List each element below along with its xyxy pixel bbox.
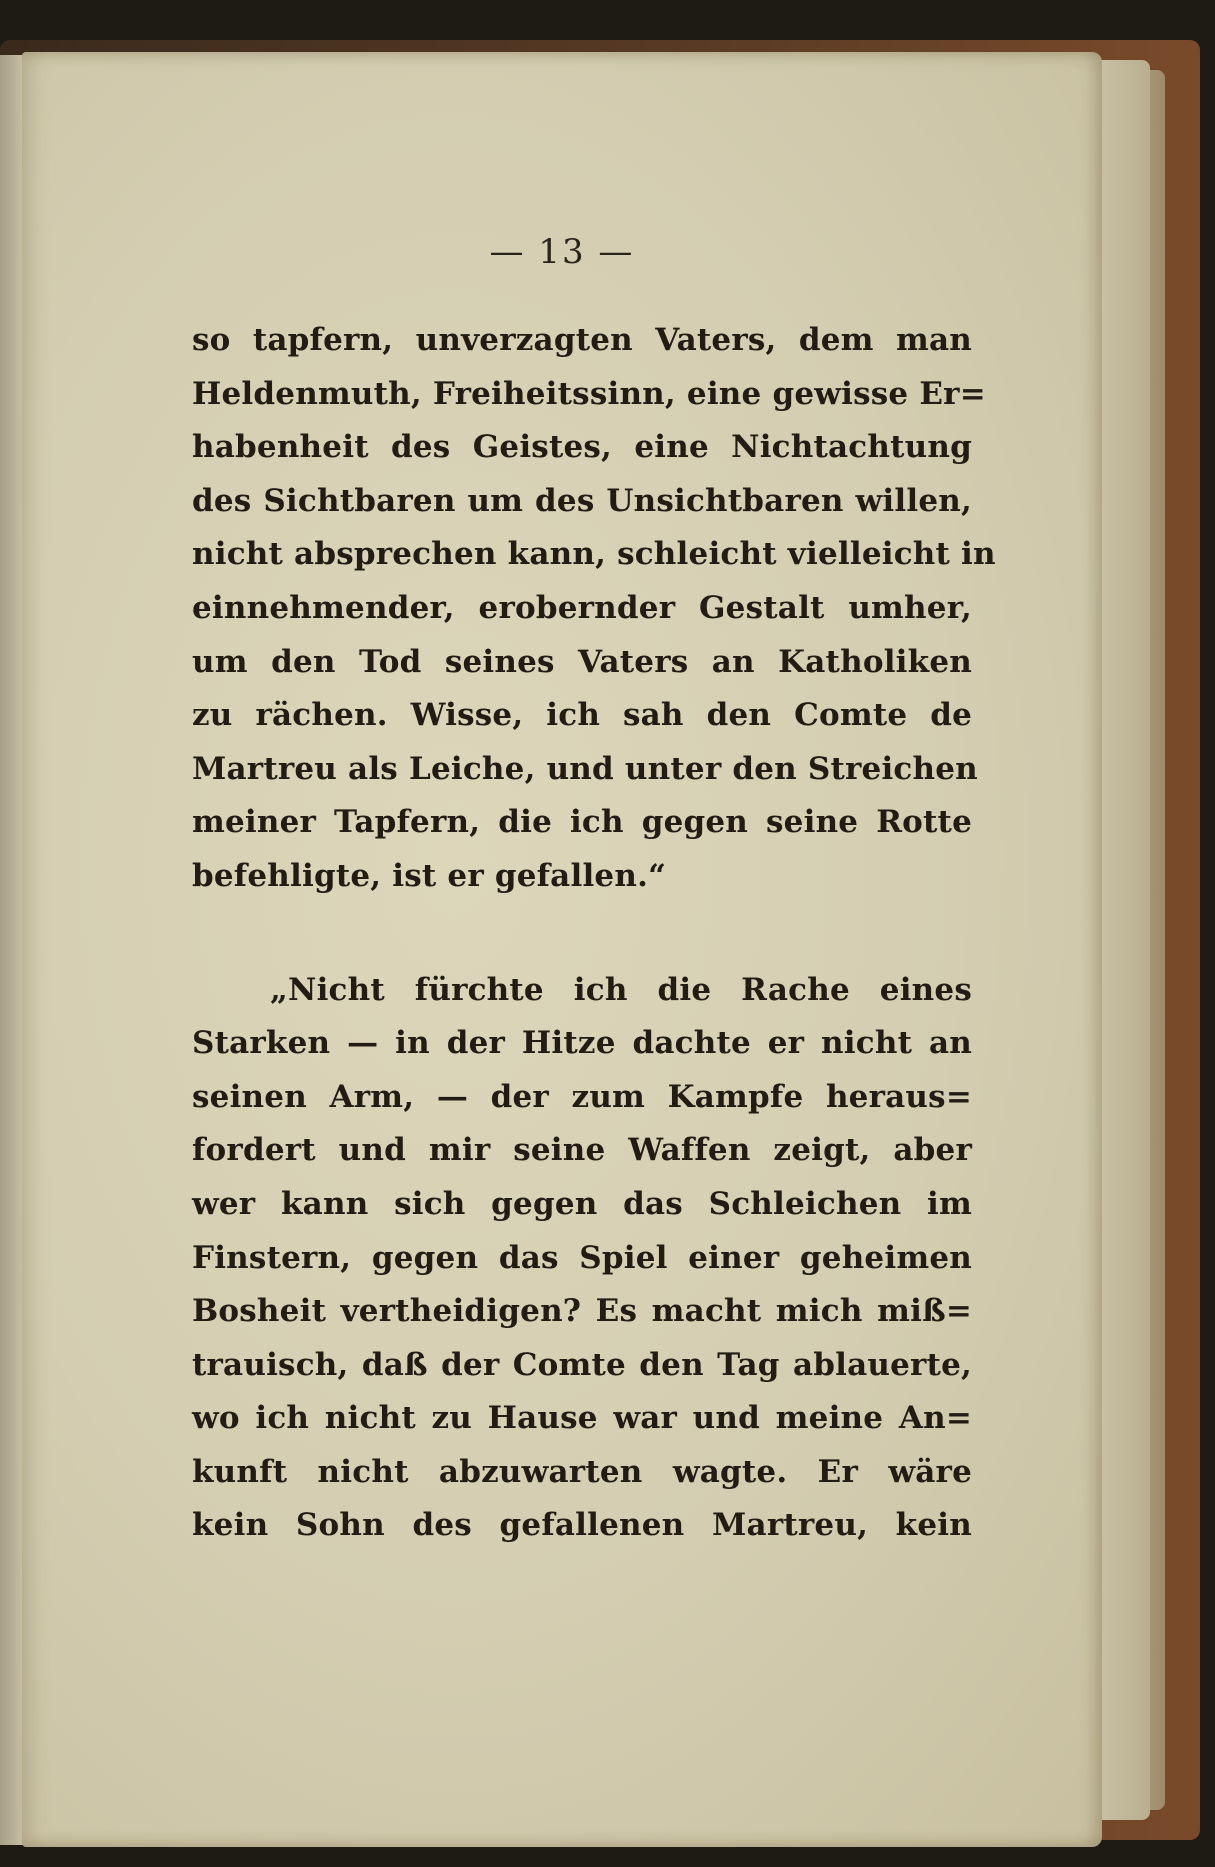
text-line: kein Sohn des gefallenen Martreu, kein	[192, 1507, 972, 1544]
text-line: Finstern, gegen das Spiel einer geheimen	[192, 1239, 972, 1276]
text-line: habenheit des Geistes, eine Nichtachtung	[192, 429, 972, 466]
text-line: Starken — in der Hitze dachte er nicht an	[192, 1025, 972, 1062]
text-line: wer kann sich gegen das Schleichen im	[192, 1185, 972, 1222]
text-line: trauisch, daß der Comte den Tag ablauerte,	[192, 1346, 972, 1383]
book-page	[22, 52, 1102, 1847]
text-line: „Nicht fürchte ich die Rache eines	[270, 971, 972, 1008]
text-line: Martreu als Leiche, und unter den Streichen	[192, 750, 978, 787]
page-text	[192, 314, 996, 1553]
text-line: so tapfern, unverzagten Vaters, dem man	[192, 322, 972, 358]
text-line: nicht absprechen kann, schleicht vielleicht in	[192, 536, 996, 573]
text-line: zu rächen. Wisse, ich sah den Comte de	[192, 697, 972, 734]
paragraph-2	[192, 964, 972, 1554]
text-line: Bosheit vertheidigen? Es macht mich miß=	[192, 1293, 972, 1330]
text-line: seinen Arm, — der zum Kampfe heraus=	[192, 1078, 972, 1115]
paragraph-1	[192, 314, 996, 904]
text-line: des Sichtbaren um des Unsichtbaren willen,	[192, 482, 972, 519]
text-line: befehligte, ist er gefallen.“	[192, 857, 667, 894]
text-line: meiner Tapfern, die ich gegen seine Rotte	[192, 804, 972, 841]
text-line: Heldenmuth, Freiheitssinn, eine gewisse Er=	[192, 375, 986, 412]
text-line: fordert und mir seine Waffen zeigt, aber	[192, 1132, 972, 1169]
text-line: wo ich nicht zu Hause war und meine An=	[192, 1400, 972, 1437]
paragraph-gap	[192, 904, 972, 964]
text-line: kunft nicht abzuwarten wagte. Er wäre	[192, 1453, 972, 1490]
text-line: einnehmender, erobernder Gestalt umher,	[192, 589, 972, 626]
page-number: — 13 —	[489, 232, 635, 272]
text-line: um den Tod seines Vaters an Katholiken	[192, 643, 972, 680]
